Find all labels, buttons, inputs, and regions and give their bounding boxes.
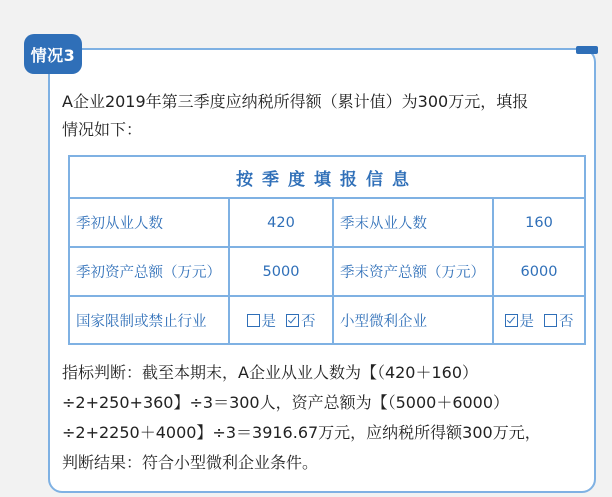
intro-line: A企业2019年第三季度应纳税所得额（累计值）为300万元，填报 [62,92,529,111]
small-yes-label: 是 [519,314,534,330]
value-start-employees: 420 [230,199,334,246]
card-corner-decoration [576,46,598,54]
label-restricted-industry: 国家限制或禁止行业 [70,297,230,344]
intro-line: 情况如下： [62,120,143,139]
table-row [70,248,584,297]
checked-checkbox-icon [505,314,518,327]
restricted-no-label: 否 [301,314,316,330]
quarterly-info-table [68,155,586,345]
value-end-employees: 160 [525,214,553,231]
small-yes-checkbox[interactable] [505,310,535,331]
conclusion-line: 指标判断：截至本期末，A企业从业人数为【（420＋160） [62,363,479,382]
conclusion-line: ÷2+250+360】÷3＝300人，资产总额为【（5000＋6000） [62,393,510,412]
restricted-industry-options [230,297,334,344]
small-no-label: 否 [559,314,574,330]
label-start-employees: 季初从业人数 [70,199,230,246]
label-end-assets: 季末资产总额（万元） [334,248,494,295]
label-end-employees: 季末从业人数 [334,199,494,246]
value-start-assets: 5000 [230,248,334,295]
label-start-assets: 季初资产总额（万元） [70,248,230,295]
case-badge: 情况3 [24,34,82,74]
restricted-yes-checkbox[interactable] [247,310,277,331]
table-title: 按季度填报信息 [70,157,584,199]
small-profit-options [494,297,584,344]
checked-checkbox-icon [286,314,299,327]
conclusion-line: 判断结果：符合小型微利企业条件。 [62,453,319,472]
restricted-no-checkbox[interactable] [286,310,316,331]
intro-text [62,88,592,144]
value-end-assets: 6000 [520,263,558,280]
conclusion-line: ÷2+2250＋4000】÷3＝3916.67万元，应纳税所得额300万元， [62,423,541,442]
label-small-profit: 小型微利企业 [334,297,494,344]
conclusion-text [62,358,592,478]
restricted-yes-label: 是 [261,314,276,330]
small-no-checkbox[interactable] [544,310,574,331]
table-row [70,297,584,344]
table-row [70,199,584,248]
checkbox-icon [247,314,260,327]
checkbox-icon [544,314,557,327]
